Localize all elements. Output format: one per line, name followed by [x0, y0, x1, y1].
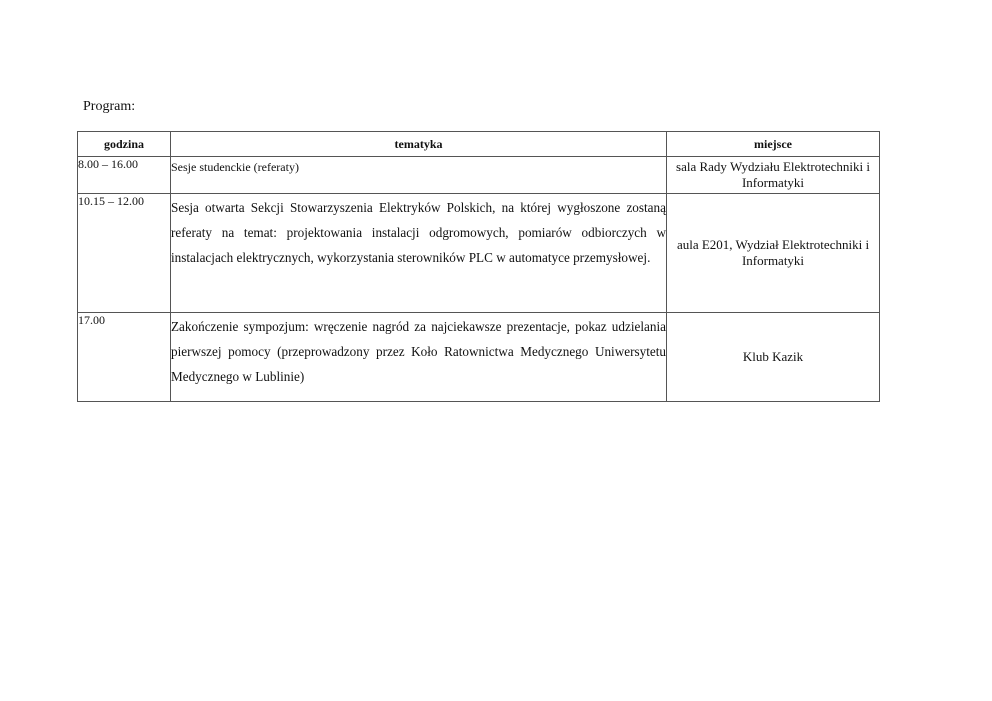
table-header-row — [78, 132, 880, 157]
cell-place: aula E201, Wydział Elektrotechniki i Informatyki — [667, 194, 880, 313]
table-row — [78, 194, 880, 313]
table-row — [78, 313, 880, 402]
cell-topic — [171, 194, 667, 313]
cell-time: 17.00 — [78, 313, 171, 402]
program-heading: Program: — [83, 99, 136, 114]
topic-text: Zakończenie sympozjum: wręczenie nagród za najciekawsze prezentacje, pokaz udzielania pierwszej pomocy (przeprowadzony przez Koło Ratownictwa Medycznego Uniwersytetu Medycznego w Lublinie) — [171, 319, 666, 384]
cell-place: sala Rady Wydziału Elektrotechniki i Informatyki — [667, 157, 880, 194]
cell-topic — [171, 157, 667, 194]
topic-text: Sesje studenckie (referaty) — [171, 160, 299, 174]
header-godzina: godzina — [78, 132, 171, 157]
program-table — [77, 131, 880, 402]
header-miejsce: miejsce — [667, 132, 880, 157]
header-tematyka: tematyka — [171, 132, 667, 157]
table-row — [78, 157, 880, 194]
cell-time: 8.00 – 16.00 — [78, 157, 171, 194]
topic-text: Sesja otwarta Sekcji Stowarzyszenia Elektryków Polskich, na której wygłoszone zostaną referaty na temat: projektowania instalacji odgromowych, pomiarów odbiorczych w instalacjach elektrycznych, wykorzystania sterowników PLC w automatyce przemysłowej. — [171, 200, 666, 265]
cell-place: Klub Kazik — [667, 313, 880, 402]
cell-time: 10.15 – 12.00 — [78, 194, 171, 313]
cell-topic — [171, 313, 667, 402]
